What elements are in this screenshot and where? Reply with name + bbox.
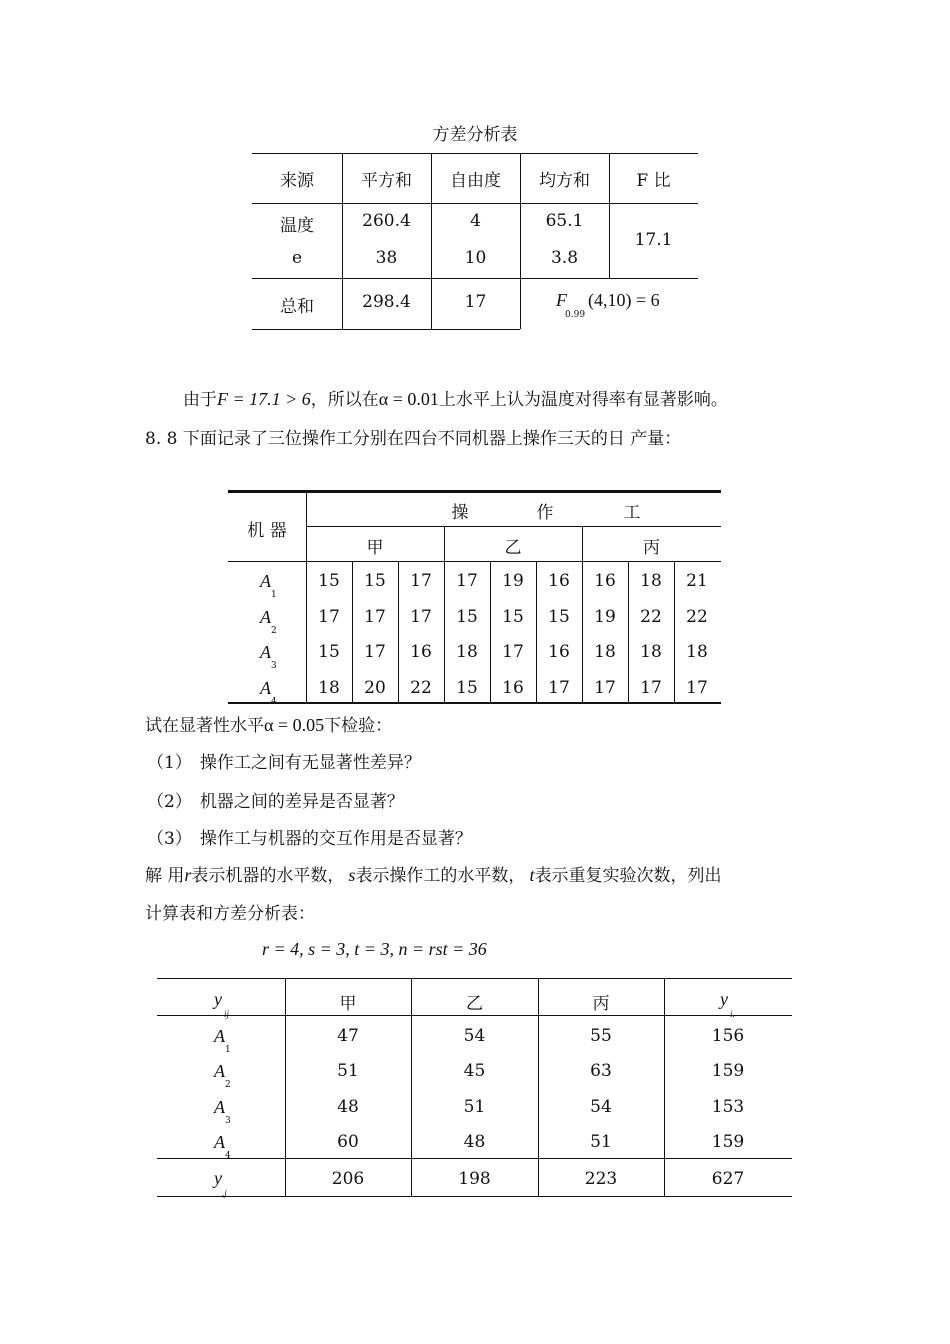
table-cell: 17 xyxy=(456,571,478,591)
table-cell: 15 xyxy=(318,642,340,662)
question-item: （3） 操作工与机器的交互作用是否显著？ xyxy=(147,829,472,849)
header-bing: 丙 xyxy=(592,994,610,1014)
table-cell: 51 xyxy=(590,1131,612,1152)
row-total: 156 xyxy=(711,1026,745,1046)
table-cell: 18 xyxy=(594,642,616,662)
table-cell: 15 xyxy=(502,606,524,627)
group-header-1: 操 xyxy=(451,503,469,523)
table-cell: 16 xyxy=(502,677,524,698)
header-f: F 比 xyxy=(636,171,671,191)
group-header-2: 作 xyxy=(536,503,554,523)
table-cell: 22 xyxy=(640,606,662,627)
row-ms: 3.8 xyxy=(550,248,579,268)
row-df: 10 xyxy=(464,248,487,268)
header-ss: 平方和 xyxy=(361,171,412,191)
question-item: （1） 操作工之间有无显著性差异？ xyxy=(147,753,421,773)
table-cell: 17 xyxy=(502,642,524,662)
header-ms: 均方和 xyxy=(539,171,590,191)
machine-label: A 2 xyxy=(260,606,277,636)
operator-bing: 丙 xyxy=(643,538,660,558)
operator-jia: 甲 xyxy=(366,538,384,558)
row-total: 159 xyxy=(711,1061,745,1082)
table-cell: 16 xyxy=(410,642,432,662)
conclusion-line: 由于F = 17.1 > 6，所以在α = 0.01上水平上认为温度对得率有显著影响。 xyxy=(183,389,728,410)
table-cell: 17 xyxy=(364,606,386,627)
table-cell: 17 xyxy=(640,677,662,698)
table-cell: 19 xyxy=(594,606,616,627)
table-cell: 16 xyxy=(548,571,570,591)
machine-label: A 1 xyxy=(214,1026,231,1055)
table-cell: 48 xyxy=(337,1096,359,1117)
table-cell: 60 xyxy=(337,1131,359,1152)
table-cell: 20 xyxy=(364,677,386,698)
table-cell: 45 xyxy=(463,1061,486,1082)
header-jia: 甲 xyxy=(339,994,357,1014)
table-cell: 16 xyxy=(548,642,570,662)
total-df: 17 xyxy=(464,292,487,312)
table-cell: 15 xyxy=(364,571,386,591)
corner-label: 机 器 xyxy=(247,521,287,541)
machine-label: A 3 xyxy=(260,642,277,671)
f-critical: F 0.99 (4,10) = 6 xyxy=(556,290,660,320)
table-cell: 55 xyxy=(590,1026,612,1046)
questions-intro: 试在显著性水平α = 0.05下检验： xyxy=(145,715,393,736)
col-total-jia: 206 xyxy=(331,1169,365,1189)
operator-yi: 乙 xyxy=(504,538,522,558)
machine-label: A 4 xyxy=(214,1131,231,1161)
table-cell: 15 xyxy=(456,606,478,627)
table-cell: 17 xyxy=(410,571,432,591)
anova-table-title: 方差分析表 xyxy=(432,125,518,145)
table-cell: 47 xyxy=(337,1026,359,1046)
total-ss: 298.4 xyxy=(362,292,411,312)
f-ratio: 17.1 xyxy=(634,230,673,250)
machine-label: A 4 xyxy=(260,677,277,707)
table-cell: 15 xyxy=(456,677,478,698)
table-cell: 17 xyxy=(318,606,340,627)
table-cell: 15 xyxy=(548,606,570,627)
row-ms: 65.1 xyxy=(545,211,584,231)
table-cell: 19 xyxy=(502,571,524,591)
table-cell: 48 xyxy=(463,1131,486,1152)
table-cell: 51 xyxy=(463,1096,486,1117)
row-ss: 260.4 xyxy=(362,211,411,231)
table-cell: 22 xyxy=(686,606,708,627)
table-cell: 54 xyxy=(463,1026,486,1046)
col-total-bing: 223 xyxy=(584,1169,618,1189)
sum-row-label: y .j xyxy=(214,1168,227,1198)
header-df: 自由度 xyxy=(450,171,501,191)
table-cell: 16 xyxy=(594,571,616,591)
table-cell: 18 xyxy=(686,642,708,662)
table-cell: 17 xyxy=(364,642,386,662)
row-source: e xyxy=(291,248,303,268)
row-total: 159 xyxy=(711,1131,745,1152)
solution-line-2: 计算表和方差分析表： xyxy=(145,904,315,924)
table-cell: 17 xyxy=(594,677,616,698)
corner-y-ij: y ij xyxy=(214,989,230,1019)
row-total: 153 xyxy=(711,1096,745,1117)
table-cell: 17 xyxy=(686,677,708,698)
header-yi: 乙 xyxy=(466,994,483,1014)
header-source: 来源 xyxy=(280,171,314,191)
machine-label: A 3 xyxy=(214,1096,231,1126)
table-cell: 18 xyxy=(640,642,662,662)
solution-line-1: 解 用r表示机器的水平数， s表示操作工的水平数， t表示重复实验次数，列出 xyxy=(145,865,722,886)
machine-label: A 2 xyxy=(214,1061,231,1091)
table-cell: 15 xyxy=(318,571,340,591)
table-cell: 54 xyxy=(590,1096,612,1117)
parameters: r = 4, s = 3, t = 3, n = rst = 36 xyxy=(262,939,487,959)
table-cell: 18 xyxy=(456,642,478,662)
header-row-total: y i. xyxy=(720,989,735,1019)
machine-label: A 1 xyxy=(260,571,277,600)
table-cell: 17 xyxy=(548,677,570,698)
problem-statement: 8. 8 下面记录了三位操作工分别在四台不同机器上操作三天的日 产量： xyxy=(145,429,682,449)
row-df: 4 xyxy=(470,211,481,231)
table-cell: 63 xyxy=(590,1061,612,1082)
table-cell: 51 xyxy=(337,1061,359,1082)
total-source: 总和 xyxy=(280,297,314,317)
table-cell: 18 xyxy=(318,677,340,698)
table-cell: 17 xyxy=(410,606,432,627)
table-cell: 21 xyxy=(686,571,708,591)
question-item: （2） 机器之间的差异是否显著？ xyxy=(147,792,404,812)
row-source: 温度 xyxy=(280,216,314,236)
table-cell: 22 xyxy=(410,677,432,698)
col-total-yi: 198 xyxy=(458,1169,491,1189)
table-cell: 18 xyxy=(640,571,662,591)
group-header-3: 工 xyxy=(623,503,641,523)
grand-total: 627 xyxy=(711,1169,745,1189)
row-ss: 38 xyxy=(375,248,398,268)
